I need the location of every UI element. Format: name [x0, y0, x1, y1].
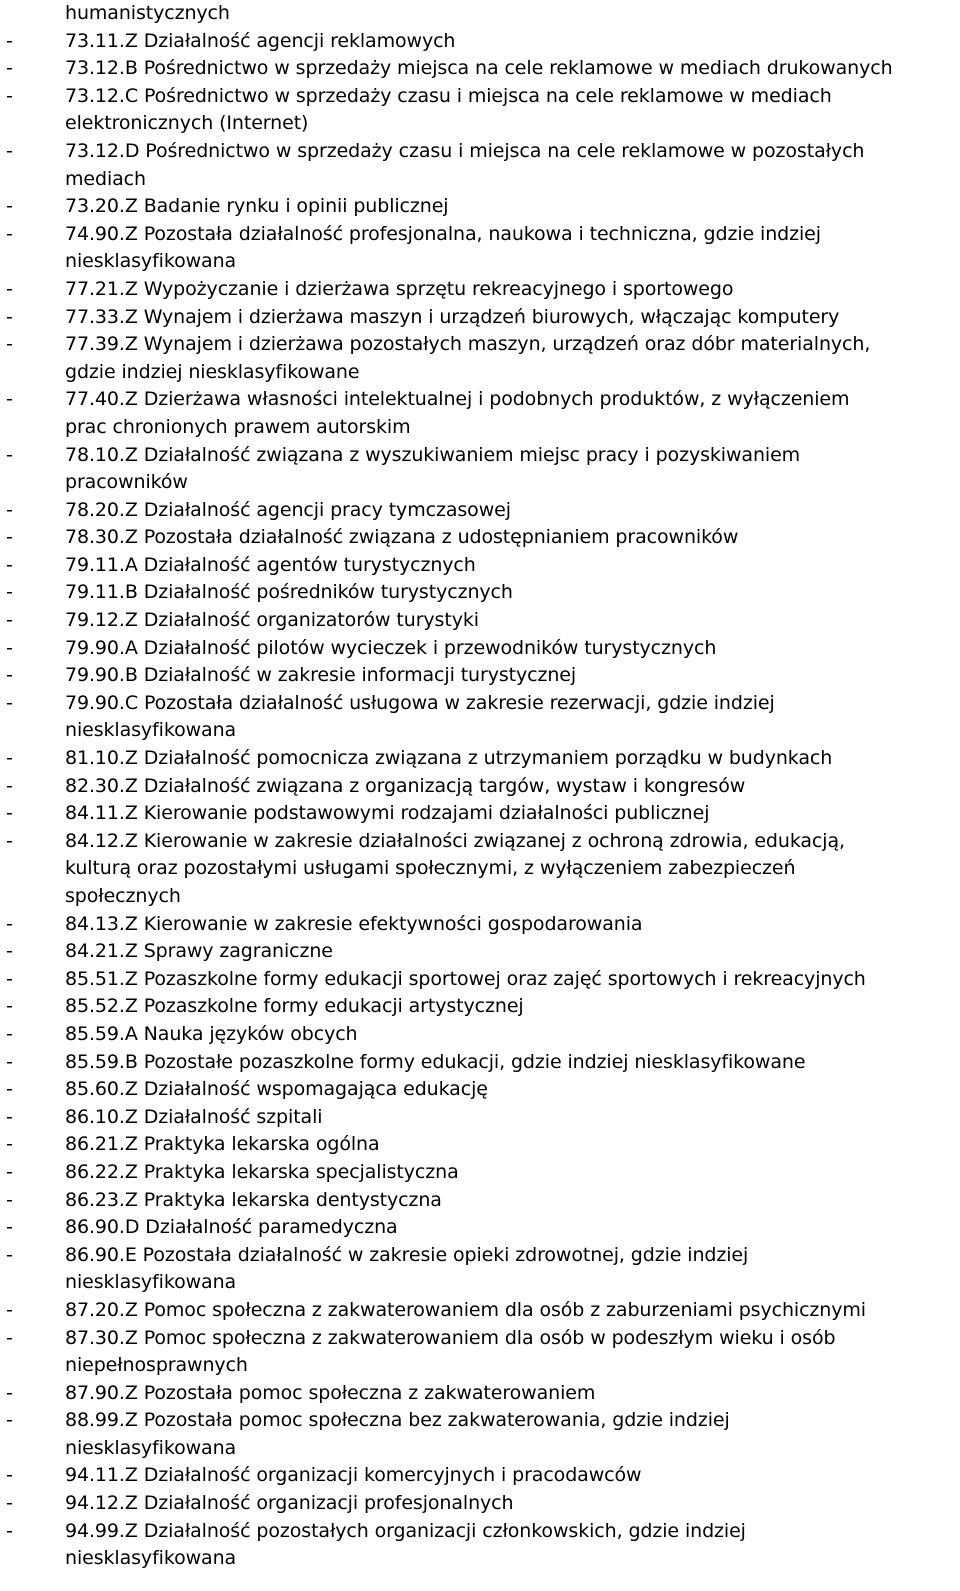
list-bullet-dash: -: [6, 802, 13, 825]
list-bullet-dash: -: [6, 443, 13, 466]
list-item-text: 78.10.Z Działalność związana z wyszukiwaniem miejsc pracy i pozyskiwaniem: [65, 443, 801, 466]
list-item-text: 79.11.A Działalność agentów turystycznych: [65, 553, 476, 576]
list-item-text: 85.51.Z Pozaszkolne formy edukacji sportowej oraz zajęć sportowych i rekreacyjnych: [65, 967, 866, 990]
list-item-text: niesklasyfikowana: [65, 719, 237, 742]
list-item: [0, 193, 960, 221]
list-item: [0, 138, 960, 166]
list-bullet-dash: -: [6, 305, 13, 328]
list-item-continuation: [0, 0, 960, 28]
list-item-text: 84.12.Z Kierowanie w zakresie działalności związanej z ochroną zdrowia, edukacją,: [65, 829, 845, 852]
list-item-text: 86.21.Z Praktyka lekarska ogólna: [65, 1133, 380, 1156]
list-item-text: 77.40.Z Dzierżawa własności intelektualnej i podobnych produktów, z wyłączeniem: [65, 388, 850, 411]
list-bullet-dash: -: [6, 333, 13, 356]
list-item-continuation: [0, 166, 960, 194]
list-bullet-dash: -: [6, 581, 13, 604]
list-item-text: 79.90.A Działalność pilotów wycieczek i przewodników turystycznych: [65, 636, 717, 659]
list-item-continuation: [0, 110, 960, 138]
list-item-text: 74.90.Z Pozostała działalność profesjonalna, naukowa i techniczna, gdzie indziej: [65, 222, 821, 245]
list-item: [0, 524, 960, 552]
list-item-text: 77.33.Z Wynajem i dzierżawa maszyn i urządzeń biurowych, włączając komputery: [65, 305, 840, 328]
list-item-text: 81.10.Z Działalność pomocnicza związana z utrzymaniem porządku w budynkach: [65, 747, 833, 770]
list-bullet-dash: -: [6, 940, 13, 963]
list-item-text: 84.11.Z Kierowanie podstawowymi rodzajami działalności publicznej: [65, 802, 710, 825]
list-bullet-dash: -: [6, 1519, 13, 1542]
list-bullet-dash: -: [6, 29, 13, 52]
list-item-text: 87.20.Z Pomoc społeczna z zakwaterowaniem dla osób z zaburzeniami psychicznymi: [65, 1298, 866, 1321]
list-item-text: niepełnosprawnych: [65, 1354, 248, 1377]
list-item: [0, 331, 960, 359]
list-item-text: humanistycznych: [65, 2, 230, 24]
list-bullet-dash: -: [6, 829, 13, 852]
list-item-continuation: [0, 414, 960, 442]
list-item: [0, 1187, 960, 1215]
list-item-continuation: [0, 248, 960, 276]
list-item-continuation: [0, 1435, 960, 1463]
list-bullet-dash: -: [6, 222, 13, 245]
list-bullet-dash: -: [6, 967, 13, 990]
list-bullet-dash: -: [6, 553, 13, 576]
list-item-text: 86.90.E Pozostała działalność w zakresie opieki zdrowotnej, gdzie indziej: [65, 1243, 749, 1266]
list-bullet-dash: -: [6, 139, 13, 162]
list-item: [0, 1021, 960, 1049]
list-item-continuation: [0, 1269, 960, 1297]
list-item: [0, 552, 960, 580]
list-item-text: społecznych: [65, 885, 181, 907]
list-item-text: niesklasyfikowana: [65, 1547, 237, 1570]
list-item-text: prac chronionych prawem autorskim: [65, 415, 411, 438]
list-item: [0, 276, 960, 304]
list-item: [0, 662, 960, 690]
list-item: [0, 1214, 960, 1242]
list-item: [0, 745, 960, 773]
list-item-text: elektronicznych (Internet): [65, 112, 309, 135]
list-item-text: 86.10.Z Działalność szpitali: [65, 1105, 323, 1128]
list-bullet-dash: -: [6, 747, 13, 770]
list-bullet-dash: -: [6, 1216, 13, 1239]
list-bullet-dash: -: [6, 1298, 13, 1321]
list-item: [0, 1297, 960, 1325]
list-item-text: niesklasyfikowana: [65, 250, 237, 273]
list-item-text: 86.90.D Działalność paramedyczna: [65, 1216, 398, 1239]
list-item-text: 73.20.Z Badanie rynku i opinii publicznej: [65, 195, 449, 218]
list-item-text: 84.21.Z Sprawy zagraniczne: [65, 940, 333, 963]
list-item-text: 78.20.Z Działalność agencji pracy tymczasowej: [65, 498, 511, 521]
list-bullet-dash: -: [6, 1464, 13, 1487]
list-bullet-dash: -: [6, 1133, 13, 1156]
list-item: [0, 1325, 960, 1353]
list-bullet-dash: -: [6, 912, 13, 935]
list-item: [0, 690, 960, 718]
list-item-text: 73.11.Z Działalność agencji reklamowych: [65, 29, 456, 52]
list-bullet-dash: -: [6, 1243, 13, 1266]
list-item-text: kulturą oraz pozostałymi usługami społecznymi, z wyłączeniem zabezpieczeń: [65, 857, 796, 880]
list-item-text: 79.90.C Pozostała działalność usługowa w zakresie rezerwacji, gdzie indziej: [65, 691, 775, 714]
list-item-text: 85.59.A Nauka języków obcych: [65, 1022, 358, 1045]
list-item: [0, 55, 960, 83]
list-item: [0, 1076, 960, 1104]
list-item-text: 77.21.Z Wypożyczanie i dzierżawa sprzętu rekreacyjnego i sportowego: [65, 277, 734, 300]
list-item: [0, 579, 960, 607]
list-item-text: 94.99.Z Działalność pozostałych organizacji członkowskich, gdzie indziej: [65, 1519, 746, 1542]
list-bullet-dash: -: [6, 84, 13, 107]
list-bullet-dash: -: [6, 1381, 13, 1404]
list-item: [0, 1407, 960, 1435]
list-bullet-dash: -: [6, 636, 13, 659]
list-item-continuation: [0, 883, 960, 911]
list-item: [0, 773, 960, 801]
list-item-continuation: [0, 359, 960, 387]
list-bullet-dash: -: [6, 1050, 13, 1073]
list-item: [0, 83, 960, 111]
list-bullet-dash: -: [6, 57, 13, 80]
list-item-text: 94.11.Z Działalność organizacji komercyjnych i pracodawców: [65, 1464, 642, 1487]
list-item: [0, 1462, 960, 1490]
list-item: [0, 497, 960, 525]
list-item-text: 73.12.D Pośrednictwo w sprzedaży czasu i miejsca na cele reklamowe w pozostałych: [65, 139, 865, 162]
list-item: [0, 966, 960, 994]
list-item-text: 87.90.Z Pozostała pomoc społeczna z zakwaterowaniem: [65, 1381, 596, 1404]
list-bullet-dash: -: [6, 526, 13, 549]
list-item: [0, 828, 960, 856]
list-bullet-dash: -: [6, 388, 13, 411]
list-item-continuation: [0, 855, 960, 883]
list-bullet-dash: -: [6, 1105, 13, 1128]
list-bullet-dash: -: [6, 277, 13, 300]
list-item-text: 94.12.Z Działalność organizacji profesjonalnych: [65, 1492, 514, 1515]
list-item-text: 86.23.Z Praktyka lekarska dentystyczna: [65, 1188, 442, 1211]
list-item: [0, 221, 960, 249]
list-item-text: 87.30.Z Pomoc społeczna z zakwaterowaniem dla osób w podeszłym wieku i osób: [65, 1326, 836, 1349]
list-bullet-dash: -: [6, 1326, 13, 1349]
list-item-text: 82.30.Z Działalność związana z organizacją targów, wystaw i kongresów: [65, 774, 746, 797]
list-item-text: 77.39.Z Wynajem i dzierżawa pozostałych maszyn, urządzeń oraz dóbr materialnych,: [65, 333, 871, 356]
list-bullet-dash: -: [6, 774, 13, 797]
list-item-text: 73.12.C Pośrednictwo w sprzedaży czasu i miejsca na cele reklamowe w mediach: [65, 84, 832, 107]
list-bullet-dash: -: [6, 664, 13, 687]
list-item-text: 79.90.B Działalność w zakresie informacji turystycznej: [65, 664, 577, 687]
list-bullet-dash: -: [6, 195, 13, 218]
list-item-continuation: [0, 1545, 960, 1573]
list-item-continuation: [0, 1352, 960, 1380]
list-item-text: 84.13.Z Kierowanie w zakresie efektywności gospodarowania: [65, 912, 643, 935]
list-item: [0, 1159, 960, 1187]
list-bullet-dash: -: [6, 1188, 13, 1211]
list-item-text: niesklasyfikowana: [65, 1436, 237, 1459]
list-item: [0, 1518, 960, 1546]
list-item-text: 79.12.Z Działalność organizatorów turystyki: [65, 609, 479, 632]
list-bullet-dash: -: [6, 1492, 13, 1515]
list-item-text: niesklasyfikowana: [65, 1271, 237, 1294]
list-item-continuation: [0, 717, 960, 745]
list-item: [0, 938, 960, 966]
list-item: [0, 635, 960, 663]
list-item: [0, 1380, 960, 1408]
list-bullet-dash: -: [6, 609, 13, 632]
list-bullet-dash: -: [6, 1022, 13, 1045]
list-item-text: 85.59.B Pozostałe pozaszkolne formy edukacji, gdzie indziej niesklasyfikowane: [65, 1050, 806, 1073]
list-item-continuation: [0, 469, 960, 497]
list-item: [0, 442, 960, 470]
list-item: [0, 800, 960, 828]
list-bullet-dash: -: [6, 1160, 13, 1183]
list-item-text: mediach: [65, 167, 146, 190]
list-item: [0, 304, 960, 332]
list-item: [0, 386, 960, 414]
list-bullet-dash: -: [6, 498, 13, 521]
list-item-text: 78.30.Z Pozostała działalność związana z udostępnianiem pracowników: [65, 526, 739, 549]
list-item-text: 88.99.Z Pozostała pomoc społeczna bez zakwaterowania, gdzie indziej: [65, 1409, 730, 1432]
list-item: [0, 1242, 960, 1270]
list-item-text: 85.52.Z Pozaszkolne formy edukacji artystycznej: [65, 995, 524, 1018]
list-item-text: 73.12.B Pośrednictwo w sprzedaży miejsca na cele reklamowe w mediach drukowanych: [65, 57, 893, 80]
list-item-text: pracowników: [65, 471, 188, 494]
list-bullet-dash: -: [6, 691, 13, 714]
list-item: [0, 28, 960, 56]
list-item: [0, 1131, 960, 1159]
list-item-text: 85.60.Z Działalność wspomagająca edukację: [65, 1078, 488, 1101]
list-item: [0, 911, 960, 939]
list-item-text: 79.11.B Działalność pośredników turystycznych: [65, 581, 513, 604]
list-item: [0, 1104, 960, 1132]
list-item: [0, 607, 960, 635]
list-bullet-dash: -: [6, 1409, 13, 1432]
list-item: [0, 1490, 960, 1518]
list-item-text: 86.22.Z Praktyka lekarska specjalistyczna: [65, 1160, 459, 1183]
list-bullet-dash: -: [6, 995, 13, 1018]
list-item: [0, 993, 960, 1021]
list-item-text: gdzie indziej niesklasyfikowane: [65, 360, 360, 383]
list-item: [0, 1049, 960, 1077]
list-bullet-dash: -: [6, 1078, 13, 1101]
